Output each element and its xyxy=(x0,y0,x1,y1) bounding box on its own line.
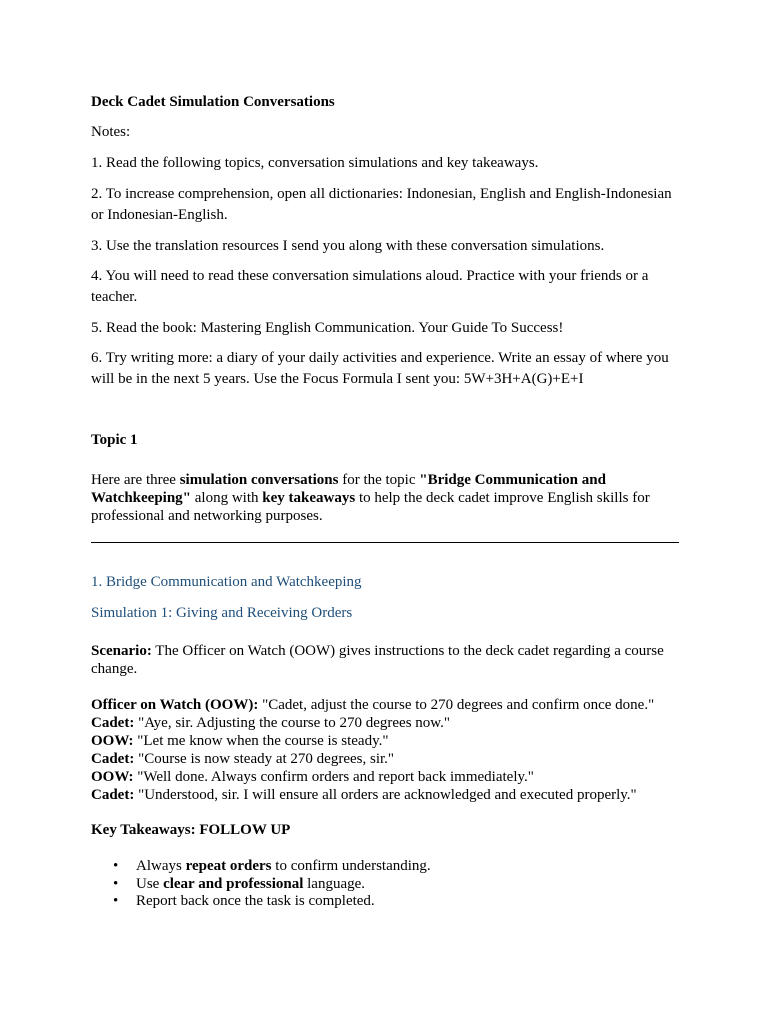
section-heading: 1. Bridge Communication and Watchkeeping xyxy=(91,574,362,590)
takeaways-list xyxy=(91,858,681,911)
bullet-icon: • xyxy=(113,893,119,909)
dialogue xyxy=(91,696,681,804)
dialogue-line: OOW: "Well done. Always confirm orders and report back immediately." xyxy=(91,769,534,785)
note-2: 2. To increase comprehension, open all dictionaries: Indonesian, English and English-Indonesian or Indonesian-English. xyxy=(91,186,672,223)
scenario: Scenario: The Officer on Watch (OOW) gives instructions to the deck cadet regarding a course change. xyxy=(91,643,664,677)
notes-heading: Notes: xyxy=(91,124,131,140)
list-item: • Always repeat orders to confirm understanding. xyxy=(113,858,431,874)
document-title: Deck Cadet Simulation Conversations xyxy=(91,94,335,110)
list-item: • Report back once the task is completed. xyxy=(113,893,375,909)
horizontal-rule xyxy=(91,542,679,543)
bullet-icon: • xyxy=(113,858,119,874)
note-3: 3. Use the translation resources I send you along with these conversation simulations. xyxy=(91,238,605,254)
list-item: • Use clear and professional language. xyxy=(113,875,366,892)
topic-intro: Here are three simulation conversations for the topic "Bridge Communication and Watchkeeping" along with key takeaways to help the deck cadet improve English skills for professional and networking purposes. xyxy=(91,472,650,524)
note-5: 5. Read the book: Mastering English Communication. Your Guide To Success! xyxy=(91,320,564,336)
dialogue-line: Officer on Watch (OOW): "Cadet, adjust the course to 270 degrees and confirm once done." xyxy=(91,697,655,713)
dialogue-line: Cadet: "Aye, sir. Adjusting the course to 270 degrees now." xyxy=(91,715,451,731)
dialogue-line: Cadet: "Understood, sir. I will ensure all orders are acknowledged and executed properly." xyxy=(91,787,637,803)
dialogue-line: Cadet: "Course is now steady at 270 degrees, sir." xyxy=(91,751,395,767)
topic-heading: Topic 1 xyxy=(91,432,138,448)
dialogue-line: OOW: "Let me know when the course is steady." xyxy=(91,733,389,749)
note-4: 4. You will need to read these conversation simulations aloud. Practice with your friends or a teacher. xyxy=(91,268,649,305)
takeaways-heading: Key Takeaways: FOLLOW UP xyxy=(91,822,291,838)
note-6: 6. Try writing more: a diary of your daily activities and experience. Write an essay of where you will be in the next 5 years. Use the Focus Formula I sent you: 5W+3H+A(G)+E+I xyxy=(91,350,669,387)
note-1: 1. Read the following topics, conversation simulations and key takeaways. xyxy=(91,155,539,171)
bullet-icon: • xyxy=(113,875,119,892)
simulation-heading: Simulation 1: Giving and Receiving Orders xyxy=(91,605,353,621)
